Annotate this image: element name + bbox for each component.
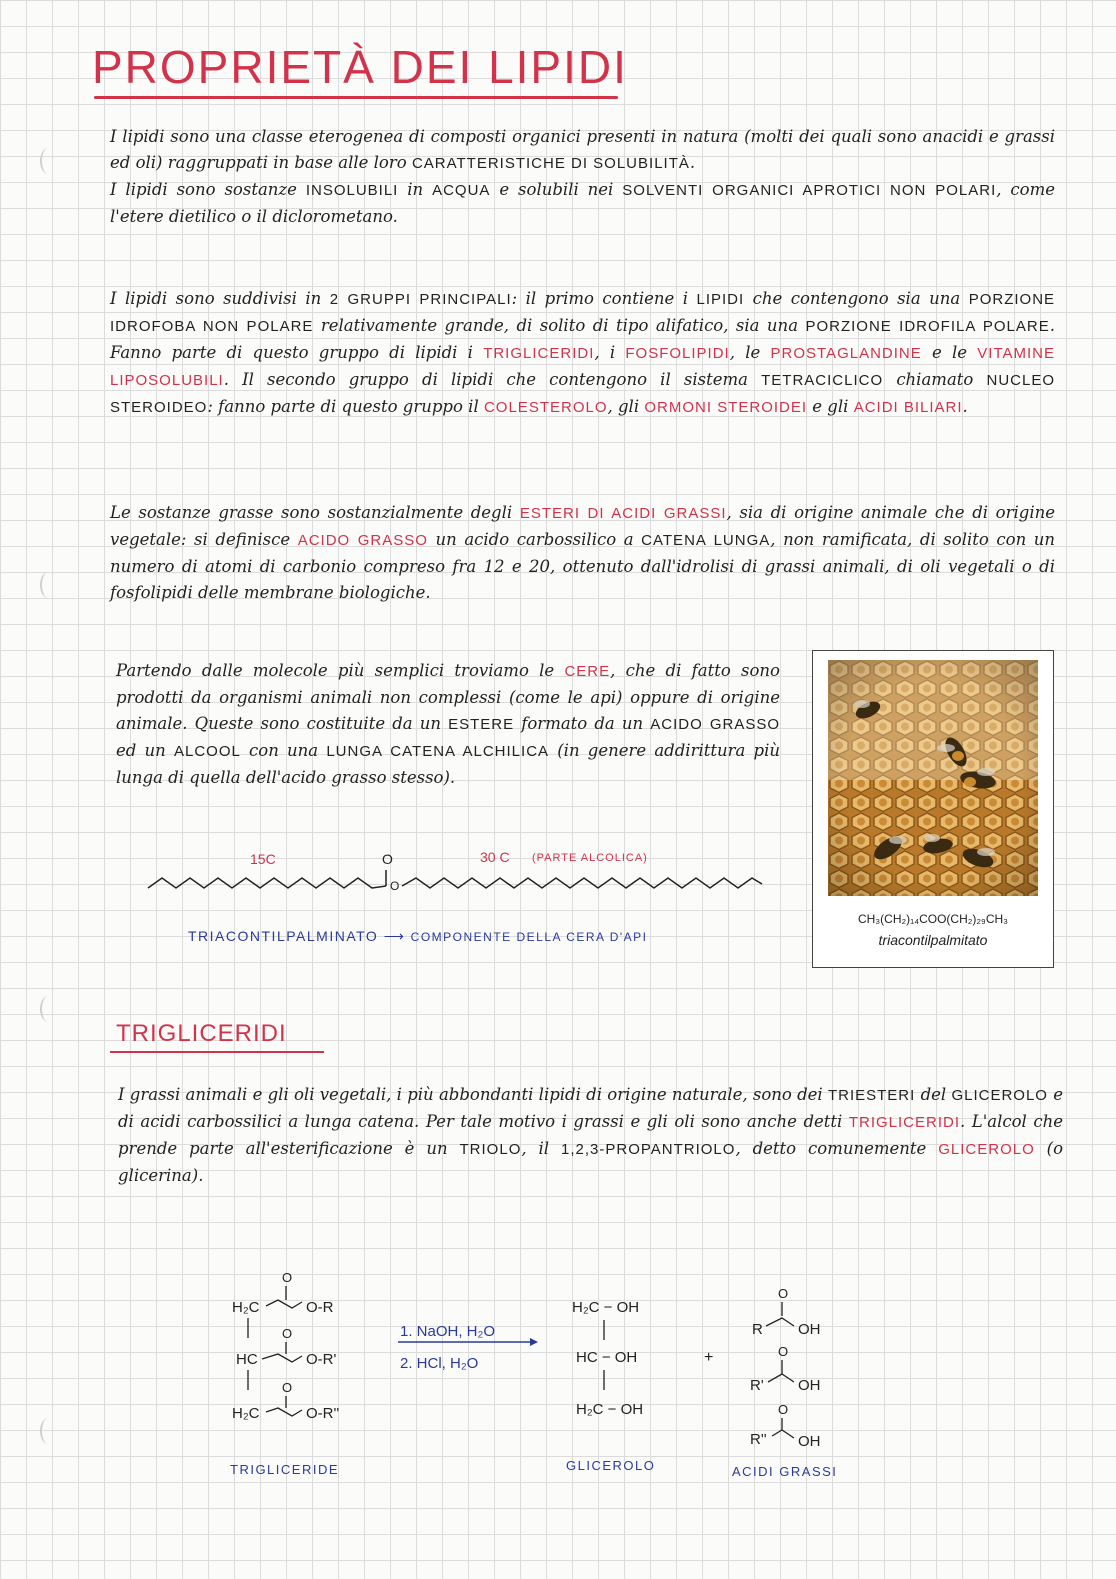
intro-paragraph <box>110 124 1055 230</box>
reagent-step-2: 2. HCl, H₂O <box>400 1355 479 1372</box>
punch-hole <box>40 148 56 174</box>
trig-text: . L'alcol che prende parte all'esterificazione è un <box>118 1112 1063 1158</box>
groups-text: e le <box>931 343 968 362</box>
glycerol-row-1: H₂C − OH <box>572 1299 640 1316</box>
trig-text: I grassi animali e gli oli vegetali, i più abbondanti lipidi di origine naturale, sono dei <box>118 1085 823 1104</box>
keyword-prostaglandine: PROSTAGLANDINE <box>770 345 922 362</box>
waxes-text: ed un <box>116 741 166 760</box>
atom-o-carbonyl: O <box>382 851 393 867</box>
wax-name: TRIACONTILPALMINATO <box>188 928 379 944</box>
groups-paragraph <box>110 286 1055 421</box>
keyword-catena-lunga: CATENA LUNGA <box>641 532 771 549</box>
keyword-propantriolo: 1,2,3-PROPANTRIOLO <box>561 1141 736 1158</box>
waxes-text: (in genere addirittura più lunga di quella dell'acido grasso stesso). <box>116 741 781 787</box>
photo-formula: CH₃(CH₂)₁₄COO(CH₂)₂₉CH₃ <box>857 912 1009 926</box>
glycerol-structure <box>572 1299 643 1418</box>
keyword-porzione-idrofoba: PORZIONE IDROFOBA NON POLARE <box>110 291 1056 335</box>
keyword-porzione-idrofila: PORZIONE IDROFILA POLARE <box>805 318 1050 335</box>
trig-paragraph <box>118 1082 1063 1189</box>
punch-hole <box>40 1418 56 1444</box>
groups-text: relativamente grande, di solito di tipo alifatico, sia una <box>320 316 799 335</box>
triacontyl-chain <box>402 878 762 888</box>
waxes-text: formato da un <box>521 714 644 733</box>
waxes-text: , che di fatto sono prodotti da organismi animali non complessi (come le api) oppure di origine animale. Queste sono costituite da un <box>116 661 780 733</box>
label-parte-alcolica: (PARTE ALCOLICA) <box>532 852 648 864</box>
plus-sign: + <box>704 1349 714 1366</box>
fats-text: , non ramificata, di solito con un numero di atomi di carbonio compreso fra 12 e 20, ottenuto dall'idrolisi di grassi animali, di oli vegetali o di fosfolipidi delle membrane biologiche. <box>110 530 1056 602</box>
groups-text: che contengono sia una <box>752 289 961 308</box>
atom-o-ester: O <box>390 879 400 893</box>
keyword-tetraciclico: TETRACICLICO <box>761 372 884 389</box>
fats-text: un acido carbossilico a <box>435 530 634 549</box>
label-30c: 30 C <box>480 849 510 865</box>
arrow-icon: ⟶ <box>383 928 406 944</box>
intro-text: I lipidi sono sostanze <box>110 180 297 199</box>
keyword-lipidi: LIPIDI <box>696 291 745 308</box>
label-glycerol: GLICEROLO <box>566 1458 656 1473</box>
glycerol-row-2: HC − OH <box>576 1349 638 1366</box>
keyword-fosfolipidi: FOSFOLIPIDI <box>625 345 730 362</box>
tg-ester-3: O-R'' <box>306 1405 340 1422</box>
keyword-glicerolo: GLICEROLO <box>951 1087 1048 1104</box>
label-15c: 15C <box>250 851 276 867</box>
trig-text: , il <box>521 1139 550 1158</box>
page-title: PROPRIETÀ DEI LIPIDI <box>92 41 628 93</box>
fats-text: , sia di origine animale che di origine vegetale: si definisce <box>110 503 1055 549</box>
groups-text: , gli <box>607 397 640 416</box>
label-triglyceride: TRIGLICERIDE <box>230 1462 340 1477</box>
keyword-acido-grasso: ACIDO GRASSO <box>297 532 428 549</box>
photo-name: triacontilpalmitato <box>878 932 988 948</box>
groups-text: e gli <box>812 397 849 416</box>
acid-oh-1: OH <box>798 1321 821 1338</box>
wax-description: COMPONENTE DELLA CERA D'API <box>410 930 648 944</box>
palmitoyl-chain <box>148 878 386 888</box>
atom-o: O <box>282 1380 293 1395</box>
wax-caption <box>188 928 648 945</box>
keyword-solventi: SOLVENTI ORGANICI APROTICI NON POLARI <box>622 182 997 199</box>
reagent-step-1: 1. NaOH, H₂O <box>400 1323 496 1340</box>
keyword-colesterolo: COLESTEROLO <box>483 399 608 416</box>
fatty-acids-structure <box>750 1286 821 1450</box>
trig-text: (o glicerina). <box>118 1139 1064 1185</box>
keyword-acqua: ACQUA <box>432 182 491 199</box>
tg-carbon-2: HC <box>236 1351 258 1368</box>
punch-hole <box>40 996 56 1022</box>
keyword-ormoni: ORMONI STEROIDEI <box>644 399 808 416</box>
saponification-scheme <box>220 1264 900 1494</box>
keyword-gruppi: 2 GRUPPI PRINCIPALI <box>329 291 512 308</box>
keyword-vitamine: VITAMINE LIPOSOLUBILI <box>110 345 1055 389</box>
keyword-acidi-biliari: ACIDI BILIARI <box>853 399 963 416</box>
tg-ester-1: O-R <box>306 1299 334 1316</box>
atom-o: O <box>282 1326 293 1341</box>
groups-text: I lipidi sono suddivisi in <box>110 289 322 308</box>
arrow-head-icon <box>530 1338 538 1346</box>
keyword-triesteri: TRIESTERI <box>827 1087 916 1104</box>
atom-o: O <box>778 1402 789 1417</box>
keyword-trigliceridi: TRIGLICERIDI <box>483 345 595 362</box>
keyword-cere: CERE <box>564 663 611 680</box>
label-fatty-acids: ACIDI GRASSI <box>732 1464 838 1479</box>
tg-carbon-1: H₂C <box>232 1299 260 1316</box>
keyword-glicerolo-red: GLICEROLO <box>938 1141 1035 1158</box>
fats-text: Le sostanze grasse sono sostanzialmente degli <box>110 503 513 522</box>
keyword-acido: ACIDO GRASSO <box>650 716 780 733</box>
atom-o: O <box>282 1270 293 1285</box>
groups-text: : il primo contiene i <box>511 289 689 308</box>
waxes-text: Partendo dalle molecole più semplici troviamo le <box>116 661 555 680</box>
keyword-catena-alchilica: LUNGA CATENA ALCHILICA <box>326 743 550 760</box>
triglyceride-structure <box>232 1270 339 1422</box>
trig-text: del <box>920 1085 947 1104</box>
keyword-estere: ESTERE <box>448 716 515 733</box>
beeswax-photo <box>828 660 1038 896</box>
intro-text: e solubili nei <box>499 180 614 199</box>
acid-oh-2: OH <box>798 1377 821 1394</box>
keyword-esteri: ESTERI DI ACIDI GRASSI <box>519 505 727 522</box>
intro-text: in <box>407 180 424 199</box>
atom-o: O <box>778 1286 789 1301</box>
groups-text: : fanno parte di questo gruppo il <box>207 397 479 416</box>
waxes-paragraph <box>116 658 780 791</box>
keyword-nucleo-steroideo: NUCLEO STEROIDEO <box>110 372 1056 416</box>
groups-text: . <box>962 397 968 416</box>
waxes-text: con una <box>249 741 319 760</box>
tg-ester-2: O-R' <box>306 1351 337 1368</box>
fats-paragraph <box>110 500 1055 606</box>
acid-oh-3: OH <box>798 1433 821 1450</box>
groups-text: . Il secondo gruppo di lipidi che contengono il sistema <box>223 370 748 389</box>
groups-text: , le <box>729 343 761 362</box>
keyword-solubility: CARATTERISTICHE DI SOLUBILITÀ <box>411 155 690 172</box>
punch-hole <box>40 572 56 598</box>
keyword-triolo: TRIOLO <box>459 1141 522 1158</box>
keyword-alcool: ALCOOL <box>173 743 241 760</box>
section-underline <box>110 1051 324 1053</box>
groups-text: , i <box>594 343 616 362</box>
intro-text: I lipidi sono una classe eterogenea di composti organici presenti in natura (molti dei quali sono anacidi e grassi ed oli) raggruppati in base alle loro <box>110 127 1055 172</box>
tg-carbon-3: H₂C <box>232 1405 260 1422</box>
keyword-insolubili: INSOLUBILI <box>305 182 399 199</box>
title-underline <box>94 96 618 99</box>
glycerol-row-3: H₂C − OH <box>576 1401 644 1418</box>
intro-text: . <box>689 153 696 172</box>
trig-text: e di acidi carbossilici a lunga catena. Per tale motivo i grassi e gli oli sono anche detti <box>118 1085 1063 1131</box>
section-heading-trigliceridi: TRIGLICERIDI <box>116 1020 287 1047</box>
acid-r-1: R <box>752 1321 763 1338</box>
atom-o: O <box>778 1344 789 1359</box>
intro-text: , come l'etere dietilico o il diclorometano. <box>110 180 1055 226</box>
acid-r-2: R' <box>750 1377 764 1394</box>
acid-r-3: R'' <box>750 1431 767 1448</box>
trig-text: , detto comunemente <box>735 1139 927 1158</box>
groups-text: . Fanno parte di questo gruppo di lipidi i <box>110 316 1055 362</box>
groups-text: chiamato <box>896 370 974 389</box>
keyword-trigliceridi: TRIGLICERIDI <box>848 1114 961 1131</box>
